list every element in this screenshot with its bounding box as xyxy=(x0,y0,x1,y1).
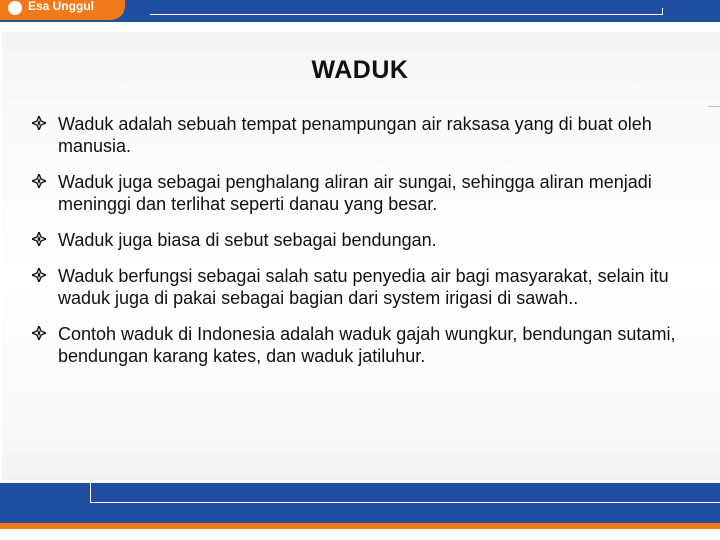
right-decoration-rule xyxy=(708,106,720,107)
header-decoration-line xyxy=(150,8,663,15)
logo-emblem-icon xyxy=(8,1,22,15)
diamond-bullet-icon xyxy=(32,265,58,282)
header-bar xyxy=(0,0,720,22)
logo-text: Esa Unggul xyxy=(28,0,95,13)
bullet-text: Contoh waduk di Indonesia adalah waduk gajah wungkur, bendungan sutami, bendungan karang kates, dan waduk jatiluhur. xyxy=(58,324,676,366)
diamond-bullet-icon xyxy=(32,323,58,340)
list-item xyxy=(32,265,687,309)
list-item xyxy=(32,229,687,251)
diamond-bullet-icon xyxy=(32,113,58,130)
list-item xyxy=(32,171,687,215)
bullet-text: Waduk juga sebagai penghalang aliran air sungai, sehingga aliran menjadi meninggi dan terlihat seperti danau yang besar. xyxy=(58,172,652,214)
bullet-list xyxy=(32,113,687,381)
list-item xyxy=(32,323,687,367)
logo xyxy=(0,0,125,20)
bullet-text: Waduk berfungsi sebagai salah satu penyedia air bagi masyarakat, selain itu waduk juga di pakai sebagai bagian dari system irigasi di sawah.. xyxy=(58,266,669,308)
slide-title: WADUK xyxy=(311,56,409,84)
list-item xyxy=(32,113,687,157)
footer-decoration-line xyxy=(90,483,720,503)
bullet-text: Waduk adalah sebuah tempat penampungan air raksasa yang di buat oleh manusia. xyxy=(58,114,652,156)
diamond-bullet-icon xyxy=(32,229,58,246)
diamond-bullet-icon xyxy=(32,171,58,188)
footer-accent-stripe xyxy=(0,523,720,529)
bullet-text: Waduk juga biasa di sebut sebagai bendungan. xyxy=(58,230,437,250)
